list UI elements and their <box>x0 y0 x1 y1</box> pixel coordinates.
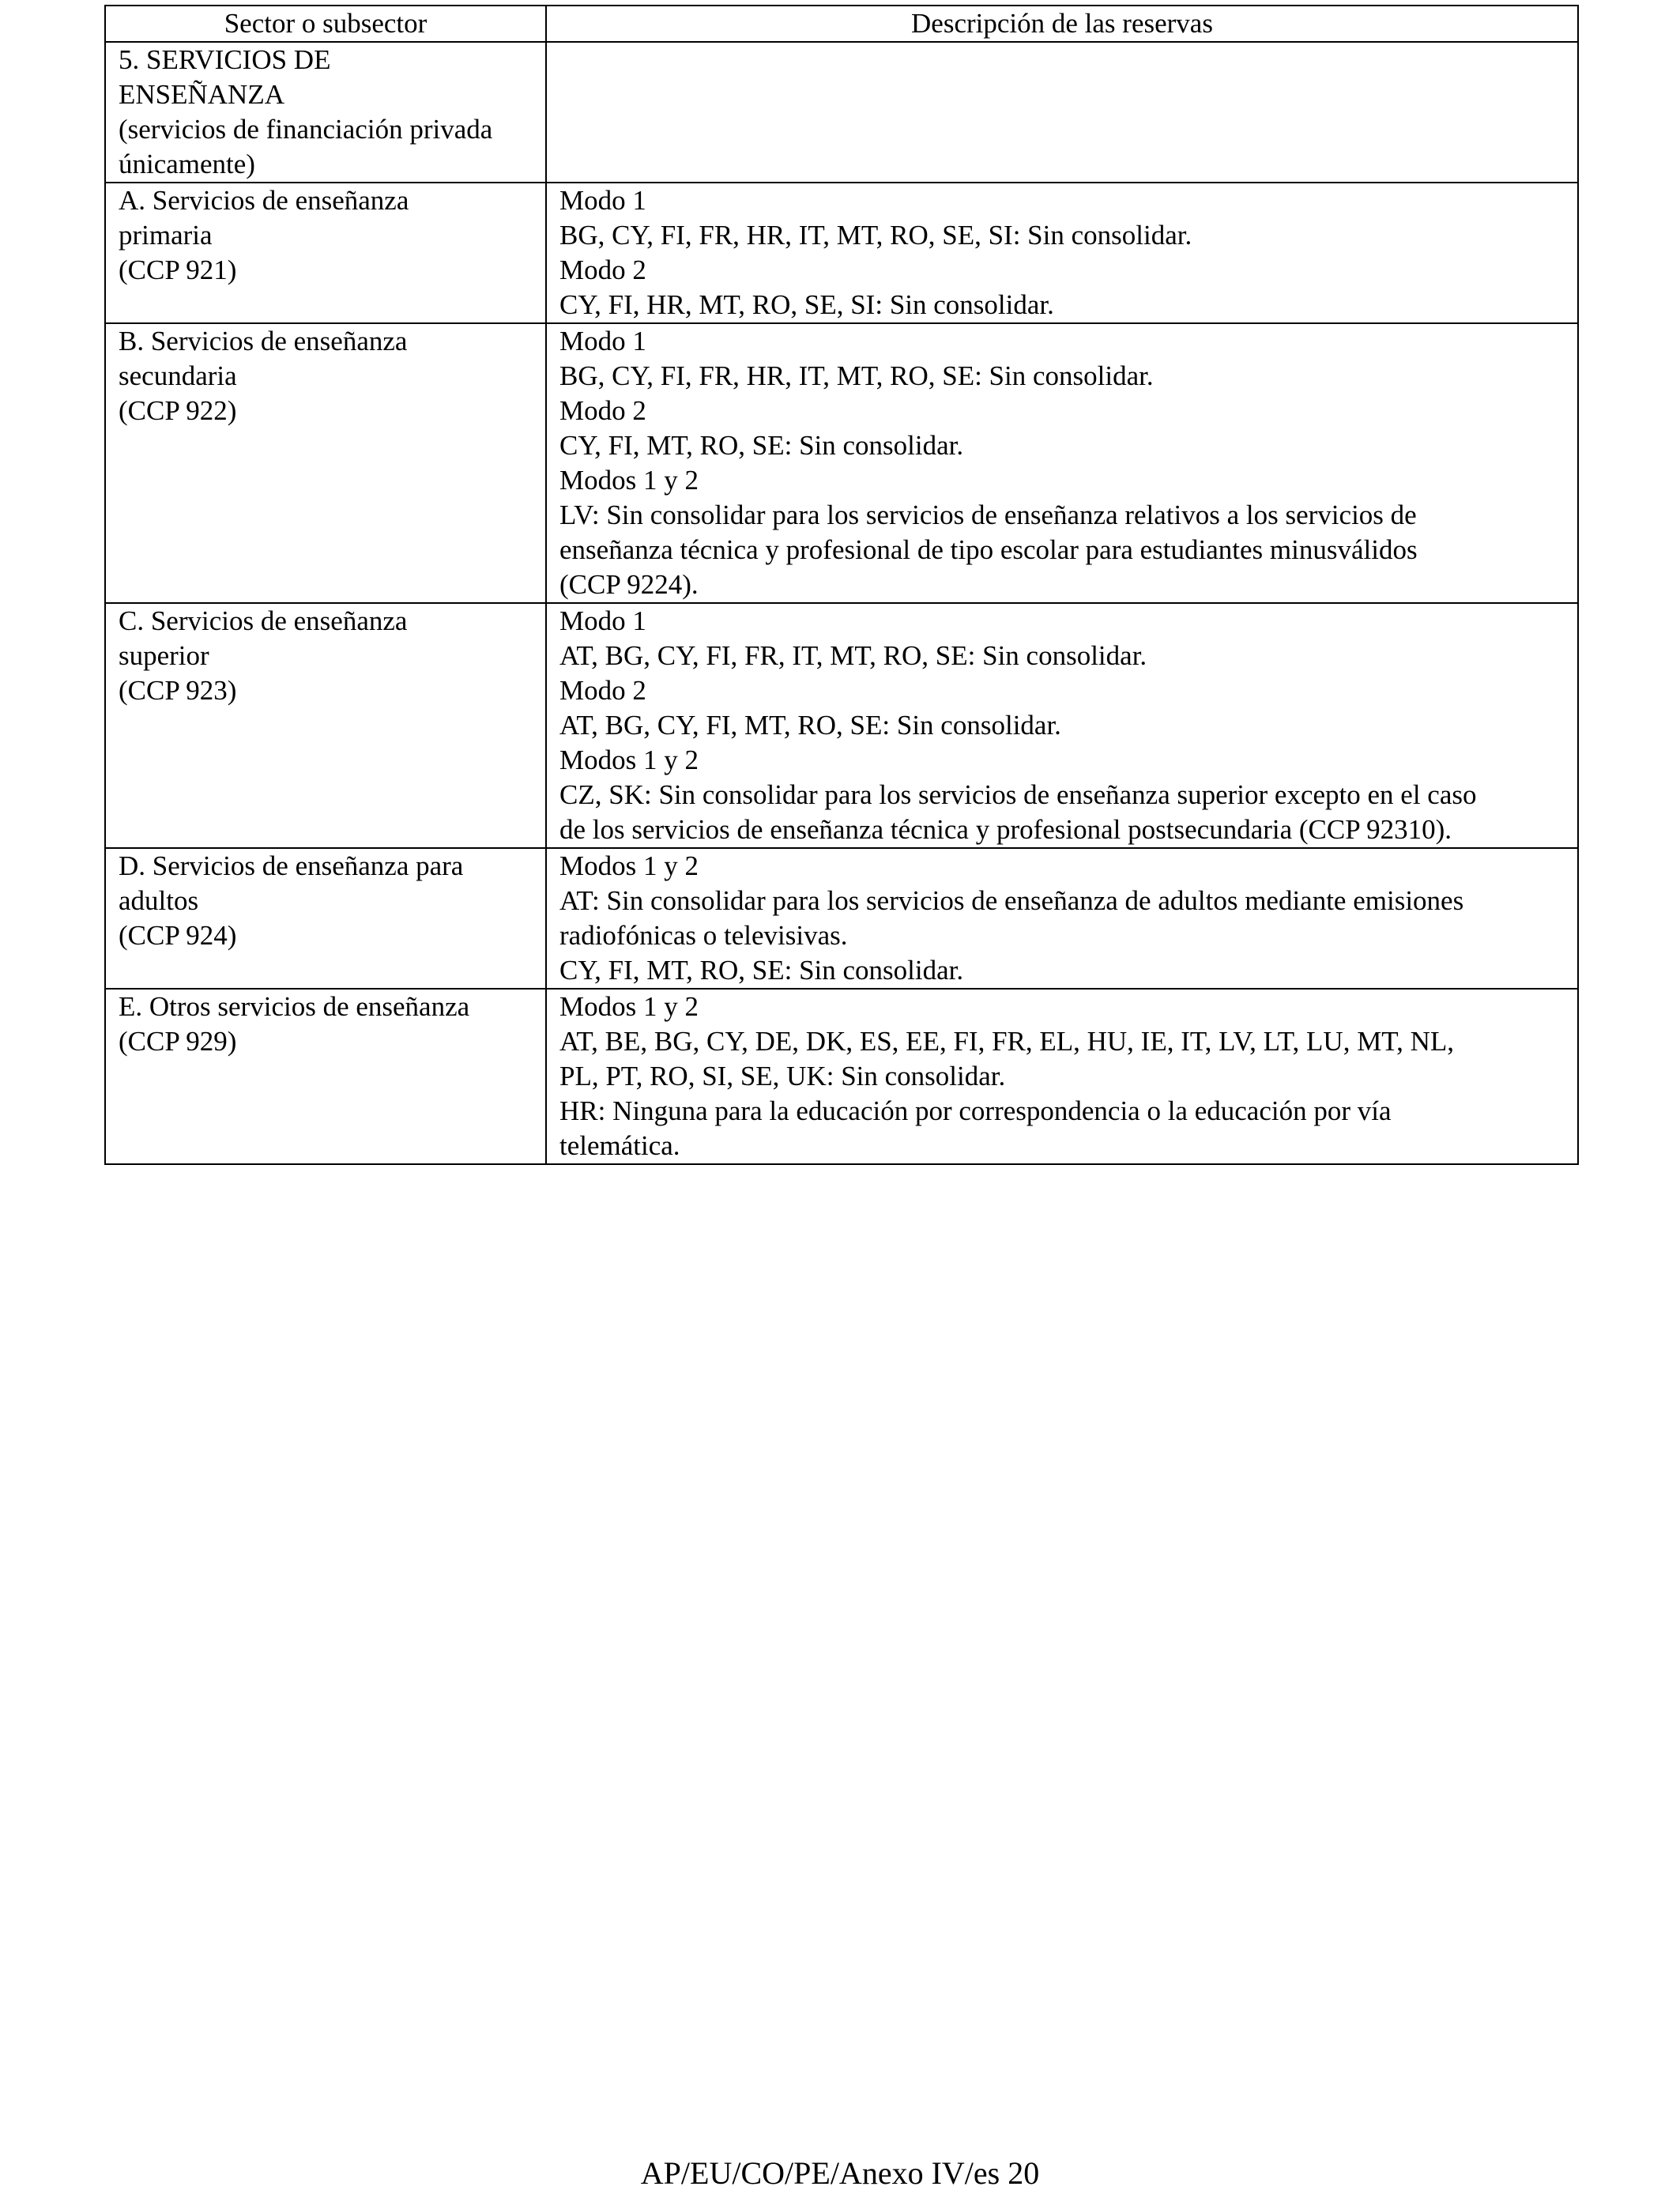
descripcion-line: AT: Sin consolidar para los servicios de enseñanza de adultos mediante emisiones <box>559 885 1464 916</box>
sector-line: primaria <box>119 220 213 251</box>
sector-line: (CCP 924) <box>119 920 237 951</box>
sector-line: B. Servicios de enseñanza <box>119 326 408 356</box>
descripcion-line: radiofónicas o televisivas. <box>559 920 848 951</box>
sector-line: E. Otros servicios de enseñanza <box>119 991 470 1022</box>
page-footer-reference: AP/EU/CO/PE/Anexo IV/es 20 <box>640 2155 1040 2191</box>
descripcion-line: HR: Ninguna para la educación por correspondencia o la educación por vía <box>559 1095 1392 1126</box>
table-body <box>105 42 1578 1164</box>
descripcion-cell <box>546 603 1578 848</box>
sector-line: D. Servicios de enseñanza para <box>119 850 464 881</box>
sector-line: (CCP 922) <box>119 395 237 426</box>
descripcion-line: Modos 1 y 2 <box>559 465 699 496</box>
descripcion-line: telemática. <box>559 1130 680 1161</box>
table-row <box>105 42 1578 183</box>
header-sector: Sector o subsector <box>105 6 546 42</box>
sector-line: A. Servicios de enseñanza <box>119 185 409 216</box>
sector-line: (servicios de financiación privada <box>119 114 493 145</box>
table-row <box>105 603 1578 848</box>
descripcion-line: Modo 2 <box>559 675 646 706</box>
descripcion-cell <box>546 848 1578 989</box>
sector-cell <box>105 989 546 1164</box>
descripcion-line: Modo 2 <box>559 254 646 285</box>
descripcion-cell <box>546 989 1578 1164</box>
descripcion-line: BG, CY, FI, FR, HR, IT, MT, RO, SE, SI: Sin consolidar. <box>559 220 1192 251</box>
table-header-row <box>105 6 1578 42</box>
sector-cell <box>105 42 546 183</box>
descripcion-line: AT, BE, BG, CY, DE, DK, ES, EE, FI, FR, EL, HU, IE, IT, LV, LT, LU, MT, NL, <box>559 1026 1454 1057</box>
descripcion-line: LV: Sin consolidar para los servicios de enseñanza relativos a los servicios de <box>559 499 1417 530</box>
sector-line: ENSEÑANZA <box>119 79 284 110</box>
descripcion-cell <box>546 183 1578 323</box>
header-descripcion: Descripción de las reservas <box>546 6 1578 42</box>
descripcion-line: Modos 1 y 2 <box>559 850 699 881</box>
sector-line: secundaria <box>119 360 237 391</box>
descripcion-cell <box>546 323 1578 603</box>
descripcion-line: AT, BG, CY, FI, MT, RO, SE: Sin consolidar. <box>559 710 1061 741</box>
sector-line: superior <box>119 640 209 671</box>
descripcion-line: CY, FI, MT, RO, SE: Sin consolidar. <box>559 955 964 986</box>
descripcion-line: Modo 1 <box>559 326 646 356</box>
sector-line: C. Servicios de enseñanza <box>119 605 408 636</box>
table-row <box>105 848 1578 989</box>
sector-line: 5. SERVICIOS DE <box>119 44 331 75</box>
table-row <box>105 323 1578 603</box>
descripcion-line: CY, FI, HR, MT, RO, SE, SI: Sin consolidar. <box>559 289 1054 320</box>
descripcion-line: Modos 1 y 2 <box>559 991 699 1022</box>
descripcion-line: AT, BG, CY, FI, FR, IT, MT, RO, SE: Sin consolidar. <box>559 640 1147 671</box>
sector-line: (CCP 923) <box>119 675 237 706</box>
descripcion-line: CZ, SK: Sin consolidar para los servicios de enseñanza superior excepto en el caso <box>559 779 1477 810</box>
descripcion-line: (CCP 9224). <box>559 569 699 600</box>
descripcion-line: Modo 2 <box>559 395 646 426</box>
descripcion-line: CY, FI, MT, RO, SE: Sin consolidar. <box>559 430 964 461</box>
table-row <box>105 183 1578 323</box>
reservations-table <box>104 5 1579 1165</box>
sector-cell <box>105 848 546 989</box>
sector-line: adultos <box>119 885 199 916</box>
descripcion-line: enseñanza técnica y profesional de tipo escolar para estudiantes minusválidos <box>559 534 1418 565</box>
descripcion-line: BG, CY, FI, FR, HR, IT, MT, RO, SE: Sin consolidar. <box>559 360 1154 391</box>
sector-cell <box>105 603 546 848</box>
sector-line: (CCP 929) <box>119 1026 237 1057</box>
descripcion-line: de los servicios de enseñanza técnica y profesional postsecundaria (CCP 92310). <box>559 814 1452 845</box>
descripcion-line: Modos 1 y 2 <box>559 745 699 775</box>
descripcion-line: Modo 1 <box>559 605 646 636</box>
descripcion-cell <box>546 42 1578 183</box>
sector-cell <box>105 183 546 323</box>
sector-line: únicamente) <box>119 149 255 179</box>
descripcion-line: Modo 1 <box>559 185 646 216</box>
sector-line: (CCP 921) <box>119 254 237 285</box>
sector-cell <box>105 323 546 603</box>
descripcion-line: PL, PT, RO, SI, SE, UK: Sin consolidar. <box>559 1061 1006 1091</box>
table-row <box>105 989 1578 1164</box>
